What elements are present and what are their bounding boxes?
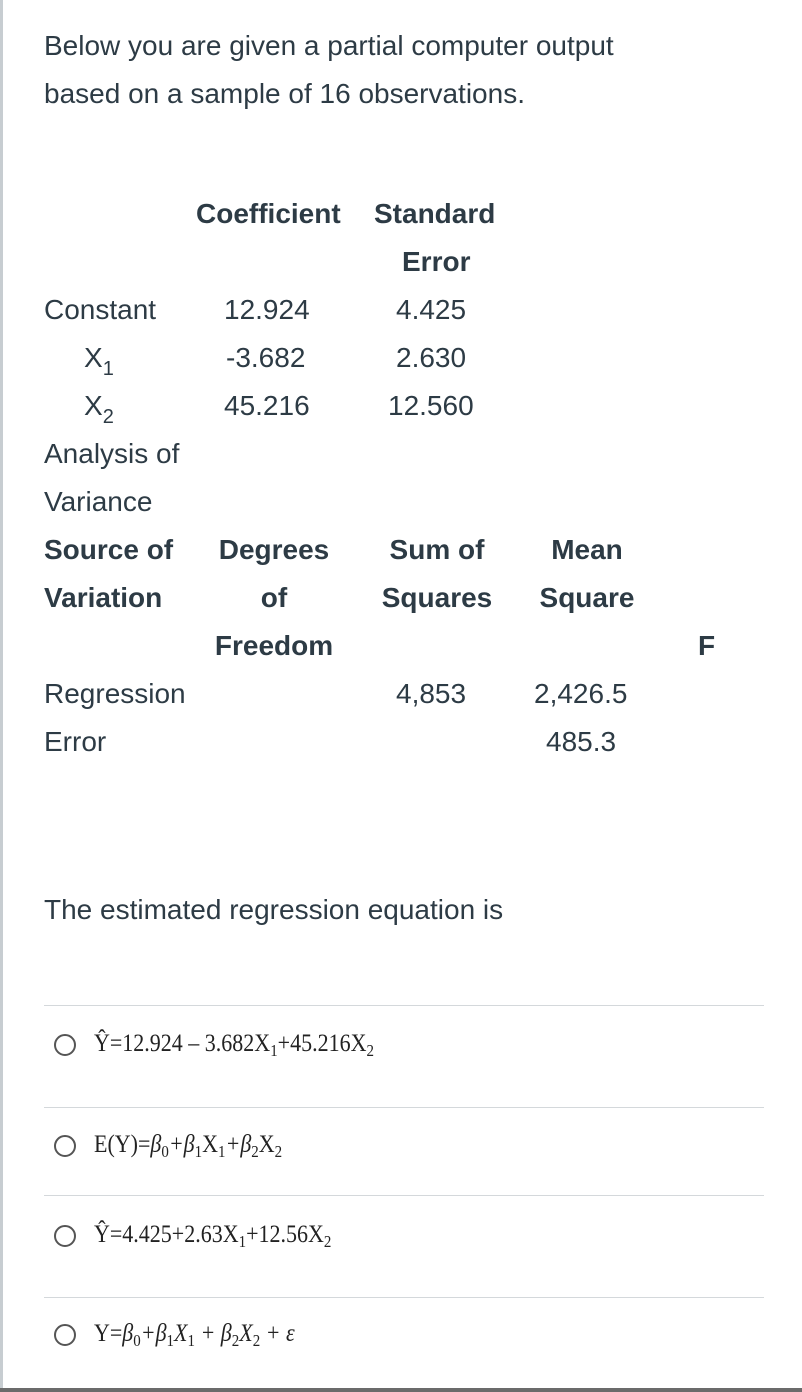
se-constant: 4.425 bbox=[396, 294, 467, 325]
coef-x1: -3.682 bbox=[226, 342, 306, 373]
coef-header-error: Error bbox=[402, 246, 471, 277]
intro-line-2: based on a sample of 16 observations. bbox=[44, 78, 525, 109]
anova-header-ss-2: Squares bbox=[381, 582, 493, 613]
se-x1: 2.630 bbox=[396, 342, 467, 373]
anova-header-ss-1: Sum of bbox=[389, 534, 485, 565]
option-3-equation: $Ŷ=4.425+2.63X_1+12.56X_2$ bbox=[94, 1220, 332, 1251]
anova-ss-regression: 4,853 bbox=[396, 678, 467, 709]
option-divider bbox=[44, 1107, 764, 1108]
anova-header-source-2: Variation bbox=[44, 582, 163, 613]
intro-line-1: Below you are given a partial computer output bbox=[44, 30, 614, 61]
anova-source-regression: Regression bbox=[44, 678, 186, 709]
se-x2: 12.560 bbox=[388, 390, 474, 421]
answer-option-1[interactable] bbox=[54, 1025, 412, 1065]
question-text: The estimated regression equation is bbox=[44, 894, 504, 925]
anova-header-ms-1: Mean bbox=[551, 534, 623, 565]
bottom-border bbox=[0, 1388, 802, 1392]
answer-option-2[interactable] bbox=[54, 1126, 308, 1166]
anova-header-df-1: Degrees bbox=[218, 534, 330, 565]
anova-source-error: Error bbox=[44, 726, 107, 757]
anova-header-source-1: Source of bbox=[44, 534, 174, 565]
coef-x2: 45.216 bbox=[224, 390, 310, 421]
option-2-equation: $E(Y)=\beta_0+\beta_1X_1+\beta_2X_2$ bbox=[94, 1130, 283, 1161]
anova-ms-error: 485.3 bbox=[546, 726, 617, 757]
anova-header-df-3: Freedom bbox=[214, 630, 334, 661]
anova-ms-regression: 2,426.5 bbox=[534, 678, 628, 709]
radio-button[interactable] bbox=[54, 1135, 76, 1157]
option-1-equation: Ŷ=12.924 – $3.682X_1+45.216X_2$ bbox=[94, 1029, 374, 1060]
radio-button[interactable] bbox=[54, 1324, 76, 1346]
anova-header-df-2: of bbox=[260, 582, 288, 613]
coef-header-standard: Standard bbox=[374, 198, 496, 229]
answer-option-3[interactable] bbox=[54, 1216, 364, 1256]
left-border bbox=[0, 0, 3, 1392]
row-label-x2: $X_2$ bbox=[84, 390, 114, 428]
option-4-equation: $Y=\beta_0+\beta_1X_1 + \beta_2X_2 + \varepsilon$ bbox=[94, 1319, 295, 1350]
option-divider bbox=[44, 1005, 764, 1006]
option-divider bbox=[44, 1195, 764, 1196]
radio-button[interactable] bbox=[54, 1034, 76, 1056]
anova-header-ms-2: Square bbox=[539, 582, 635, 613]
anova-title-2: Variance bbox=[44, 486, 153, 517]
row-label-x1: $X_1$ bbox=[84, 342, 114, 380]
coef-constant: 12.924 bbox=[224, 294, 310, 325]
coef-header-coefficient: Coefficient bbox=[196, 198, 341, 229]
option-divider bbox=[44, 1297, 764, 1298]
radio-button[interactable] bbox=[54, 1225, 76, 1247]
anova-title-1: Analysis of bbox=[44, 438, 180, 469]
anova-header-f: F bbox=[698, 630, 716, 661]
answer-option-4[interactable] bbox=[54, 1315, 322, 1355]
row-label-constant: Constant bbox=[44, 294, 157, 325]
